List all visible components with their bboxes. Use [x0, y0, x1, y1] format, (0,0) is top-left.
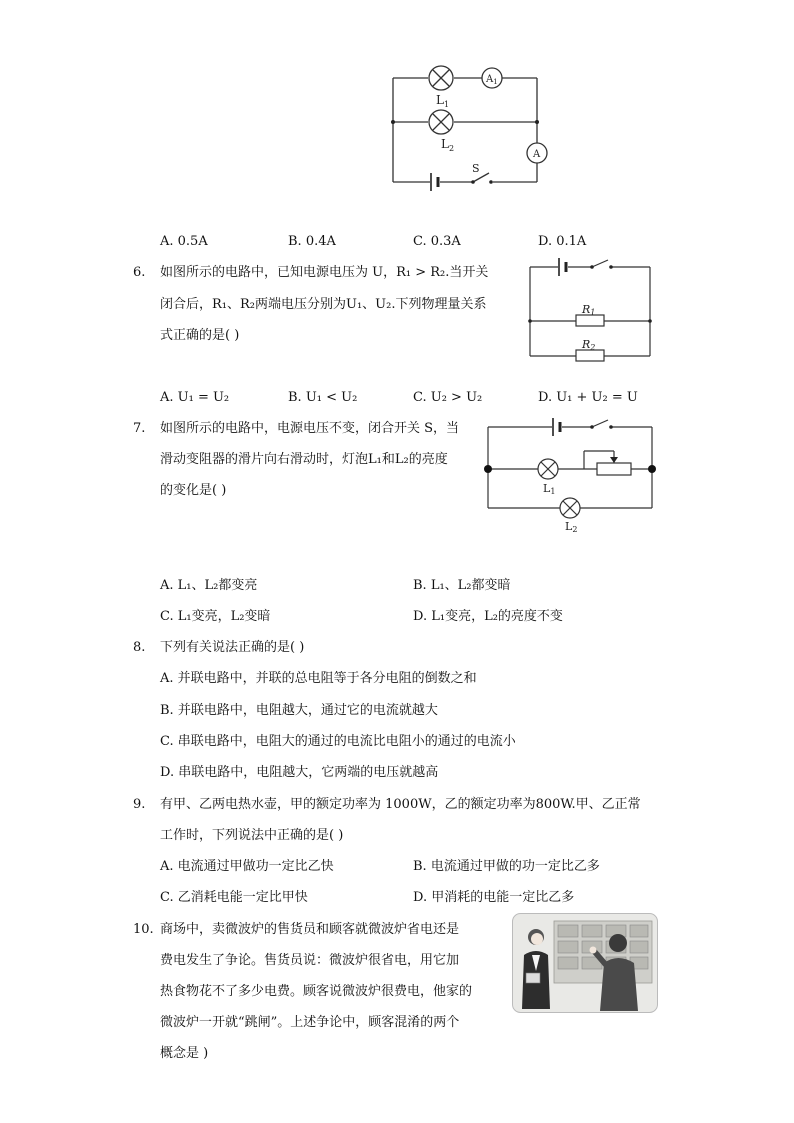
- q5-l1-label: L: [436, 93, 444, 107]
- q5-option-a[interactable]: A. 0.5A: [160, 234, 208, 249]
- q5-option-d[interactable]: D. 0.1A: [538, 234, 587, 249]
- q6-stem-line3: 式正确的是( ): [160, 328, 240, 343]
- q6-r2-sub: 2: [590, 343, 596, 352]
- q5-a1-sub: 1: [493, 78, 498, 86]
- q7-option-a[interactable]: A. L₁、L₂都变亮: [160, 578, 258, 593]
- q8-stem: 下列有关说法正确的是( ): [160, 640, 305, 655]
- q7-l1-sub: 1: [550, 487, 556, 496]
- q7-circuit-diagram: [480, 413, 665, 535]
- q7-stem-line1: 如图所示的电路中，电源电压不变，闭合开关 S，当: [160, 421, 460, 436]
- q5-l1-sub: 1: [443, 100, 450, 109]
- q5-s-label: S: [472, 162, 480, 175]
- svg-text:L2: [441, 137, 454, 153]
- q10-stem-line4: 微波炉一开就“跳闸”。上述争论中，顾客混淆的两个: [160, 1015, 460, 1030]
- q5-circuit-diagram: [385, 60, 555, 195]
- q5-a-label: A: [533, 149, 541, 160]
- q10-number: 10.: [133, 922, 154, 937]
- svg-text:L1: [543, 482, 555, 496]
- q9-option-d[interactable]: D. 甲消耗的电能一定比乙多: [413, 890, 575, 905]
- q7-number: 7.: [133, 421, 146, 436]
- q9-stem-line2: 工作时，下列说法中正确的是( ): [160, 828, 344, 843]
- q6-stem-line1: 如图所示的电路中，已知电源电压为 U，R₁ > R₂.当开关: [160, 265, 489, 280]
- q8-number: 8.: [133, 640, 146, 655]
- q9-option-a[interactable]: A. 电流通过甲做功一定比乙快: [160, 859, 334, 874]
- q6-r1-sub: 1: [590, 308, 596, 317]
- q9-option-c[interactable]: C. 乙消耗电能一定比甲快: [160, 890, 308, 905]
- q8-option-c[interactable]: C. 串联电路中，电阻大的通过的电流比电阻小的通过的电流小: [160, 734, 516, 749]
- q10-stem-line3: 热食物花不了多少电费。顾客说微波炉很费电，他家的: [160, 984, 473, 999]
- q8-option-a[interactable]: A. 并联电路中，并联的总电阻等于各分电阻的倒数之和: [160, 671, 477, 686]
- q6-number: 6.: [133, 265, 146, 280]
- q10-stem-line1: 商场中，卖微波炉的售货员和顾客就微波炉省电还是: [160, 922, 460, 937]
- q5-option-c[interactable]: C. 0.3A: [413, 234, 461, 249]
- q8-option-d[interactable]: D. 串联电路中，电阻越大，它两端的电压就越高: [160, 765, 439, 780]
- q6-option-b[interactable]: B. U₁ < U₂: [288, 390, 358, 405]
- q9-stem-line1: 有甲、乙两电热水壶，甲的额定功率为 1000W，乙的额定功率为800W.甲、乙正常: [160, 797, 641, 812]
- q9-option-b[interactable]: B. 电流通过甲做的功一定比乙多: [413, 859, 600, 874]
- q6-r2-label: R: [582, 338, 591, 351]
- q9-number: 9.: [133, 797, 146, 812]
- q10-stem-line5: 概念是 ): [160, 1046, 209, 1061]
- svg-text:L2: [565, 520, 577, 534]
- q7-l2-sub: 2: [572, 525, 578, 534]
- q8-option-b[interactable]: B. 并联电路中，电阻越大，通过它的电流就越大: [160, 703, 438, 718]
- q10-stem-line2: 费电发生了争论。售货员说：微波炉很省电，用它加: [160, 953, 460, 968]
- q5-l2-label: L: [441, 137, 449, 151]
- q7-l2-label: L: [565, 520, 573, 533]
- q6-r1-label: R: [582, 303, 591, 316]
- q6-stem-line2: 闭合后，R₁、R₂两端电压分别为U₁、U₂.下列物理量关系: [160, 297, 487, 312]
- q10-illustration: [512, 913, 658, 1013]
- q6-circuit-diagram: [520, 253, 660, 365]
- q7-stem-line3: 的变化是( ): [160, 483, 227, 498]
- q7-option-c[interactable]: C. L₁变亮，L₂变暗: [160, 609, 271, 624]
- q6-option-c[interactable]: C. U₂ > U₂: [413, 390, 483, 405]
- q7-l1-label: L: [543, 482, 551, 495]
- svg-text:L1: [436, 93, 449, 109]
- q7-stem-line2: 滑动变阻器的滑片向右滑动时，灯泡L₁和L₂的亮度: [160, 452, 448, 467]
- q7-option-b[interactable]: B. L₁、L₂都变暗: [413, 578, 511, 593]
- q5-l2-sub: 2: [448, 144, 455, 153]
- q6-option-a[interactable]: A. U₁ = U₂: [160, 390, 230, 405]
- svg-text:A1: [485, 74, 498, 86]
- svg-text:R2: [581, 338, 595, 352]
- q6-option-d[interactable]: D. U₁ + U₂ = U: [538, 390, 638, 405]
- q5-option-b[interactable]: B. 0.4A: [288, 234, 336, 249]
- q7-option-d[interactable]: D. L₁变亮，L₂的亮度不变: [413, 609, 563, 624]
- q5-a1-label: A: [486, 74, 494, 85]
- svg-text:R1: [581, 303, 595, 317]
